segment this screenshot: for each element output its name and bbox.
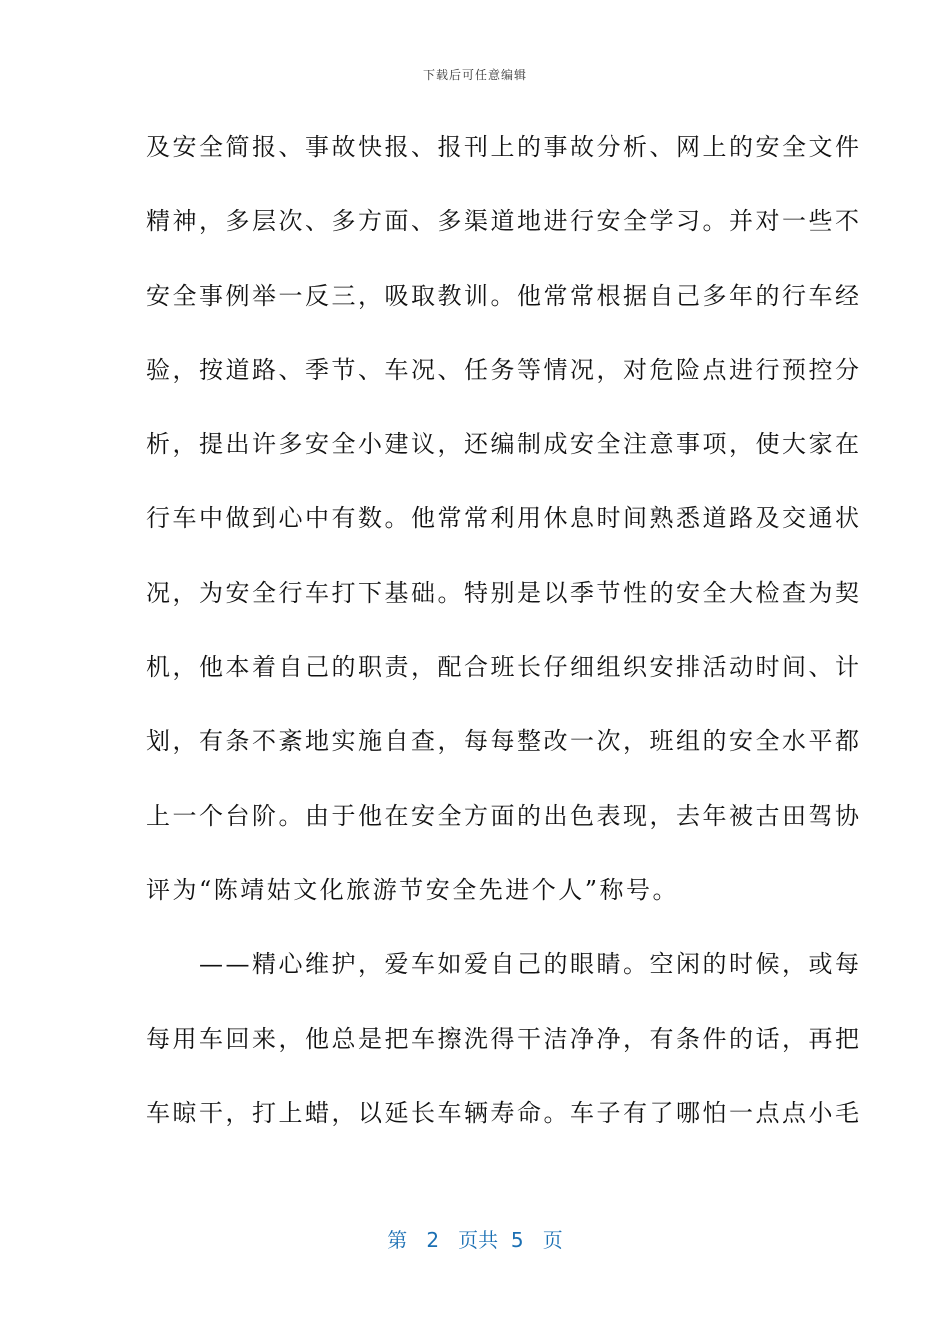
text-line: 每用车回来，他总是把车擦洗得干洁净净，有条件的话，再把	[146, 1024, 862, 1053]
text-line: 评为“陈靖姑文化旅游节安全先进个人”称号。	[146, 875, 680, 904]
page-header: 下载后可任意编辑	[422, 68, 527, 82]
text-line: 验，按道路、季节、车况、任务等情况，对危险点进行预控分	[146, 355, 862, 384]
text-line: 车晾干，打上蜡，以延长车辆寿命。车子有了哪怕一点点小毛	[146, 1098, 862, 1127]
text-line: 析，提出许多安全小建议，还编制成安全注意事项，使大家在	[146, 430, 862, 459]
text-line: 机，他本着自己的职责，配合班长仔细组织安排活动时间、计	[146, 653, 862, 682]
text-line: ——精心维护，爱车如爱自己的眼睛。空闲的时候，或每	[146, 950, 862, 979]
text-line: 行车中做到心中有数。他常常利用休息时间熟悉道路及交通状	[146, 504, 862, 533]
text-line: 上一个台阶。由于他在安全方面的出色表现，去年被古田驾协	[146, 801, 862, 830]
footer-suffix: 页	[542, 1228, 563, 1252]
text-line: 况，为安全行车打下基础。特别是以季节性的安全大检查为契	[146, 578, 862, 607]
footer-prefix: 第	[387, 1228, 408, 1252]
footer-middle: 页共	[458, 1228, 499, 1252]
text-line: 安全事例举一反三，吸取教训。他常常根据自己多年的行车经	[146, 281, 862, 310]
text-line: 及安全简报、事故快报、报刊上的事故分析、网上的安全文件	[146, 133, 862, 161]
text-line: 划，有条不紊地实施自查，每每整改一次，班组的安全水平都	[146, 727, 862, 756]
text-line: 精神，多层次、多方面、多渠道地进行安全学习。并对一些不	[146, 207, 862, 236]
body-text	[146, 124, 862, 1164]
page-footer	[0, 1224, 950, 1253]
current-page-number: 2	[426, 1228, 440, 1252]
total-pages-number: 5	[510, 1228, 524, 1252]
